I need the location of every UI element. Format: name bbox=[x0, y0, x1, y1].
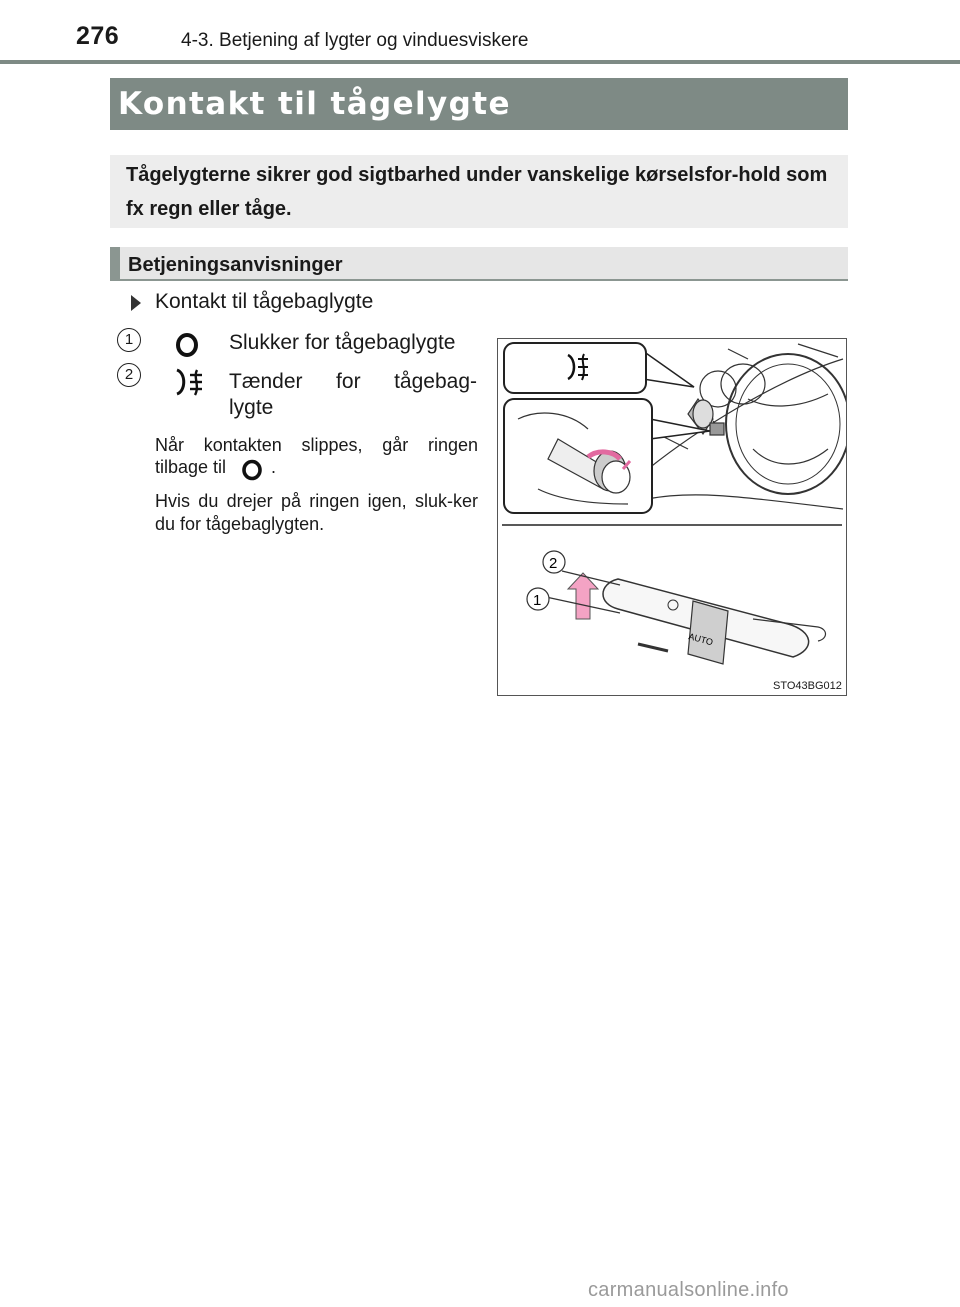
callout-icon-box bbox=[504, 343, 694, 393]
fog-light-switch-illustration bbox=[498, 339, 846, 695]
switch-auto-label: AUTO bbox=[687, 631, 715, 648]
footer-watermark: carmanualsonline.info bbox=[588, 1279, 789, 1301]
page-number: 276 bbox=[76, 22, 120, 50]
figure-frame bbox=[497, 338, 847, 696]
item-heading: Kontakt til tågebaglygte bbox=[155, 290, 374, 313]
step-number-2: 2 bbox=[117, 363, 141, 387]
step-2-label-line1: Tænder for tågebag- bbox=[229, 370, 477, 393]
note-1-line2: tilbage til bbox=[155, 457, 227, 477]
fog-light-off-inline-icon bbox=[238, 459, 266, 481]
step-1-label: Slukker for tågebaglygte bbox=[229, 331, 456, 354]
callout-2-number: 2 bbox=[549, 555, 558, 572]
bullet-arrow-icon bbox=[131, 295, 141, 311]
fog-light-off-icon bbox=[173, 333, 203, 357]
callout-1-number: 1 bbox=[533, 592, 542, 609]
figure-code: STO43BG012 bbox=[773, 680, 842, 692]
chapter-title: 4-3. Betjening af lygter og vinduesviskere bbox=[181, 30, 529, 51]
subsection-title: Betjeningsanvisninger bbox=[128, 254, 343, 276]
note-2: Hvis du drejer på ringen igen, sluk-ker du for tågebaglygten. bbox=[155, 491, 478, 534]
step-number-1: 1 bbox=[117, 328, 141, 352]
up-arrow-icon bbox=[568, 573, 598, 619]
note-1-end: . bbox=[271, 457, 277, 477]
step-2-label-line2: lygte bbox=[229, 396, 274, 419]
header-rule bbox=[0, 60, 960, 64]
rear-fog-light-icon bbox=[172, 367, 206, 397]
note-1-line1: Når kontakten slippes, går ringen bbox=[155, 435, 478, 455]
subsection-accent bbox=[110, 247, 120, 281]
stalk-drawing bbox=[603, 579, 826, 664]
section-title: Kontakt til tågelygte bbox=[118, 86, 511, 122]
intro-text: Tågelygterne sikrer god sigtbarhed under vanskelige kørselsfor-hold som fx regn eller tåge. bbox=[126, 164, 828, 220]
